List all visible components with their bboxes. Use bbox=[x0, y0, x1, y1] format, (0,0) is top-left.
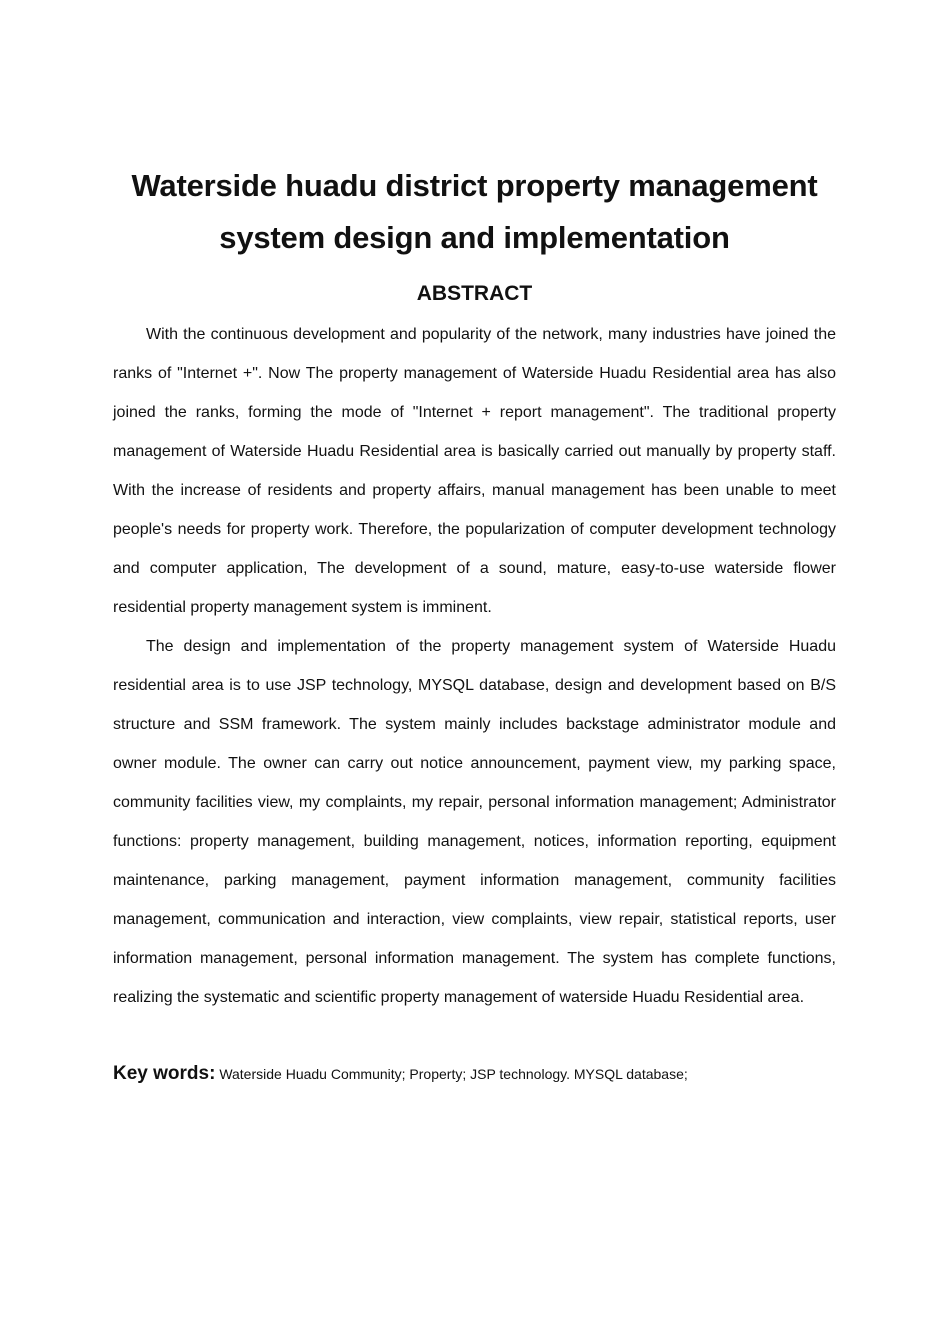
keywords-label: Key words: bbox=[113, 1063, 216, 1084]
keywords-text: Waterside Huadu Community; Property; JSP technology. MYSQL database; bbox=[219, 1066, 688, 1082]
document-title: Waterside huadu district property management system design and implementation bbox=[131, 168, 818, 255]
keywords-line bbox=[113, 1059, 836, 1089]
abstract-paragraph-1: With the continuous development and popularity of the network, many industries have joined the ranks of "Internet +". Now The property management of Waterside Huadu Residential area has also joined the ranks, forming the mode of "Internet + report management". The traditional property management of Waterside Huadu Residential area is basically carried out manually by property staff. With the increase of residents and property affairs, manual management has been unable to meet people's needs for property work. Therefore, the popularization of computer development technology and computer application, The development of a sound, mature, easy-to-use waterside flower residential property management system is imminent. bbox=[113, 326, 836, 616]
abstract-paragraph-2: The design and implementation of the property management system of Waterside Huadu residential area is to use JSP technology, MYSQL database, design and development based on B/S structure and SSM framework. The system mainly includes backstage administrator module and owner module. The owner can carry out notice announcement, payment view, my parking space, community facilities view, my complaints, my repair, personal information management; Administrator functions: property management, building management, notices, information reporting, equipment maintenance, parking management, payment information management, community facilities management, communication and interaction, view complaints, view repair, statistical reports, user information management, personal information management. The system has complete functions, realizing the systematic and scientific property management of waterside Huadu Residential area. bbox=[113, 638, 836, 1006]
abstract-heading: ABSTRACT bbox=[416, 282, 533, 305]
document-page bbox=[113, 160, 836, 1089]
